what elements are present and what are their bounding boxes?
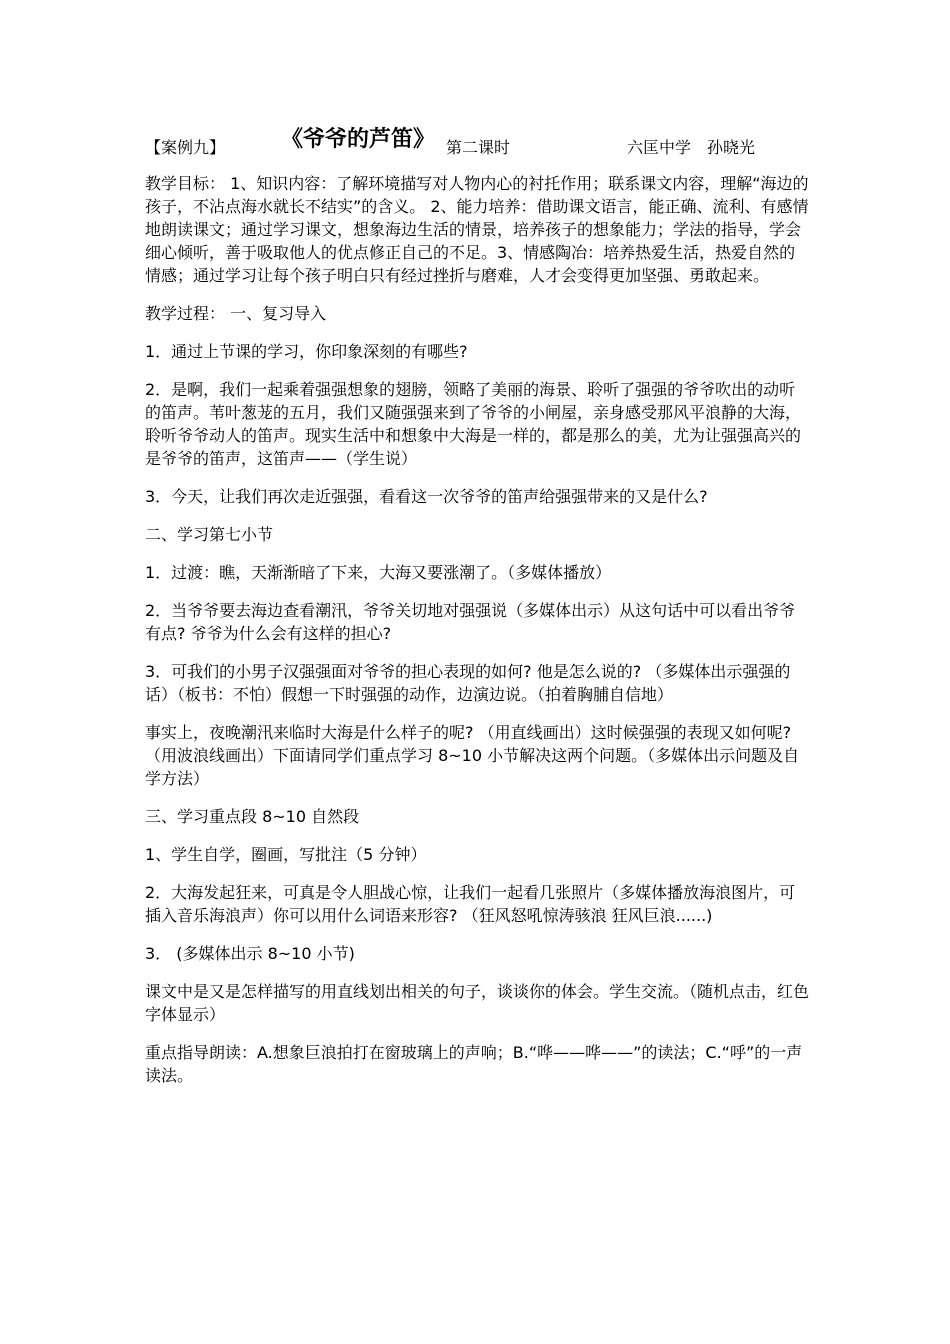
document-header (145, 128, 810, 164)
paragraph: 1．通过上节课的学习，你印象深刻的有哪些? (145, 342, 468, 361)
lesson-period: 第二课时 (446, 138, 511, 157)
paragraph: 重点指导朗读：A.想象巨浪拍打在窗玻璃上的声响；B.“哗——哗——”的读法；C.“呼”的一声读法。 (145, 1043, 803, 1085)
paragraph: 教学过程： 一、复习导入 (145, 304, 327, 323)
school-name: 六匡中学 (627, 138, 692, 157)
paragraph: 1．过渡：瞧，天渐渐暗了下来，大海又要涨潮了。（多媒体播放） (145, 563, 612, 582)
lesson-title: 《爷爷的芦笛》 (281, 127, 436, 152)
paragraph: 3．今天，让我们再次走近强强，看看这一次爷爷的笛声给强强带来的又是什么? (145, 487, 708, 506)
paragraph-objectives: 教学目标： 1、知识内容：了解环境描写对人物内心的衬托作用；联系课文内容，理解“海边的孩子，不沾点海水就长不结实”的含义。 2、能力培养：借助课文语言，能正确、流利、有感情地朗读课文；通过学习课文，想象海边生活的情景，培养孩子的想象能力；学法的指导，学会细心倾听，善于吸取他人的优点修正自己的不足。3、情感陶冶：培养热爱生活，热爱自然的情感；通过学习让每个孩子明白只有经过挫折与磨难，人才会变得更加坚强、勇敢起来。 (145, 174, 809, 285)
author-name: 孙晓光 (707, 138, 756, 157)
section-heading: 二、学习第七小节 (145, 525, 274, 544)
paragraph: 课文中是又是怎样描写的用直线划出相关的句子，谈谈你的体会。学生交流。（随机点击，红色字体显示） (145, 982, 810, 1024)
paragraph: 3．可我们的小男子汉强强面对爷爷的担心表现的如何? 他是怎么说的? （多媒体出示强强的话）（板书：不怕）假想一下时强强的动作，边演边说。（拍着胸脯自信地） (145, 662, 791, 704)
paragraph: 2．当爷爷要去海边查看潮汛，爷爷关切地对强强说（多媒体出示）从这句话中可以看出爷爷有点? 爷爷为什么会有这样的担心? (145, 601, 796, 643)
section-heading: 三、学习重点段 8~10 自然段 (145, 807, 360, 826)
case-label: 【案例九】 (145, 138, 226, 157)
document-body (145, 128, 810, 1102)
paragraph: 事实上，夜晚潮汛来临时大海是什么样子的呢? （用直线画出）这时候强强的表现又如何呢? （用波浪线画出）下面请同学们重点学习 8~10 小节解决这两个问题。（多媒体出示问题及自学方法） (145, 723, 800, 788)
paragraph: 3． (多媒体出示 8~10 小节) (145, 944, 355, 963)
paragraph: 2．是啊，我们一起乘着强强想象的翅膀，领略了美丽的海景、聆听了强强的爷爷吹出的动听的笛声。苇叶葱茏的五月，我们又随强强来到了爷爷的小闸屋，亲身感受那风平浪静的大海，聆听爷爷动人的笛声。现实生活中和想象中大海是一样的，都是那么的美，尤为让强强高兴的是爷爷的笛声，这笛声——（学生说） (145, 380, 802, 468)
paragraph: 1、学生自学，圈画，写批注（5 分钟） (145, 845, 427, 864)
paragraph: 2．大海发起狂来，可真是令人胆战心惊，让我们一起看几张照片（多媒体播放海浪图片，可插入音乐海浪声）你可以用什么词语来形容? （狂风怒吼惊涛骇浪 狂风巨浪......) (145, 883, 796, 925)
